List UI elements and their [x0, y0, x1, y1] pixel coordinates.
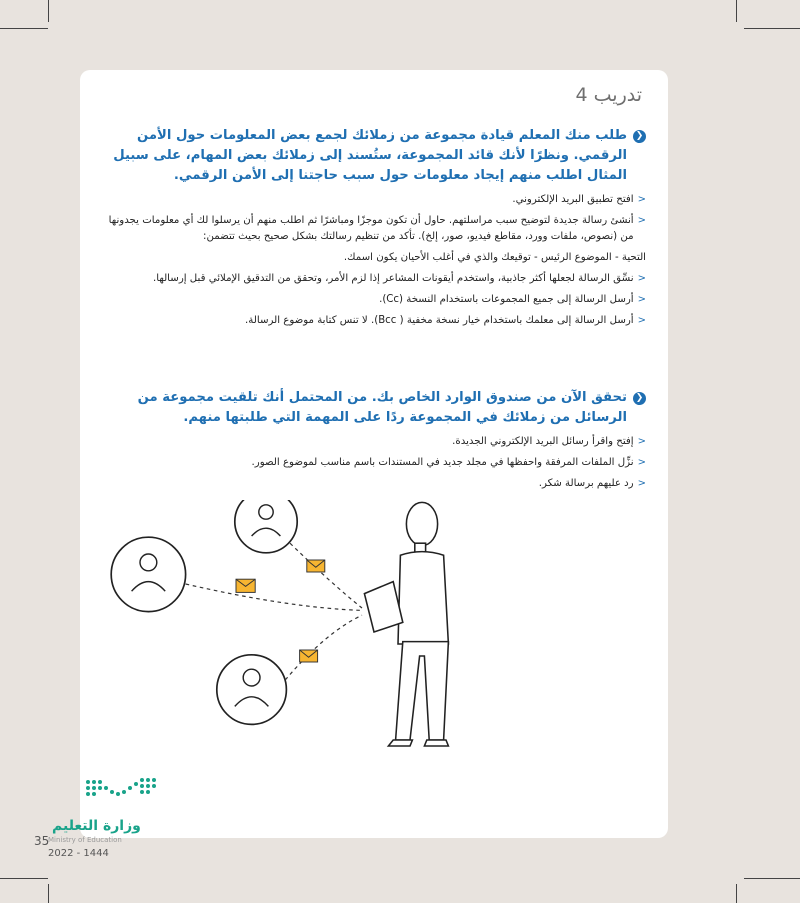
- task-heading-row: [98, 388, 646, 428]
- crop-mark: [736, 0, 737, 22]
- list-item: < رد عليهم برسالة شكر.: [98, 476, 646, 492]
- list-item: < افتح تطبيق البريد الإلكتروني.: [98, 192, 646, 208]
- task-heading: طلب منك المعلم قيادة مجموعة من زملائك لجمع بعض المعلومات حول الأمن الرقمي. ونظرًا لأنك قائد المجموعة، ستُسند إلى زملائك بعض المهام، على سبيل المثال اطلب منهم إيجاد معلومات حول سبب حاجتنا إلى الأمن الرقمي.: [113, 128, 627, 183]
- edition-year: 2022 - 1444: [48, 848, 109, 859]
- crop-mark: [48, 884, 49, 903]
- greeting-structure-text: التحية - الموضوع الرئيس - توقيعك والذي في أغلب الأحيان يكون اسمك.: [343, 252, 646, 263]
- crop-mark: [0, 28, 48, 29]
- person-with-tablet-figure: [364, 502, 448, 746]
- arrow-icon: <: [637, 478, 646, 489]
- contact-avatar-icon: [217, 655, 287, 725]
- envelope-icon: [236, 579, 255, 592]
- list-item: < نزِّل الملفات المرفقة واحفظها في مجلد جديد في المستندات باسم مناسب لموضوع الصور.: [98, 455, 646, 471]
- crop-mark: [744, 28, 800, 29]
- crop-mark: [736, 884, 737, 903]
- ministry-name-ar: وزارة التعليم: [52, 818, 141, 834]
- list-item: < أرسل الرسالة إلى جميع المجموعات باستخدام النسخة (Cc).: [98, 292, 646, 308]
- list-item: < إفتح واقرأ رسائل البريد الإلكتروني الجديدة.: [98, 434, 646, 450]
- arrow-icon: <: [637, 436, 646, 447]
- email-illustration: [110, 500, 670, 800]
- exercise-card: [80, 70, 668, 838]
- task-heading: تحقق الآن من صندوق الوارد الخاص بك. من المحتمل أنك تلقيت مجموعة من الرسائل من زملائك في المجموعة ردًا على المهمة التي طلبتها منهم.: [137, 390, 627, 425]
- arrow-icon: <: [637, 315, 646, 326]
- ministry-name-en: Ministry of Education: [48, 836, 122, 844]
- chevron-bullet-icon: ❮: [633, 392, 646, 405]
- list-item: < أرسل الرسالة إلى معلمك باستخدام خيار نسخة مخفية ( Bcc). لا تنس كتابة موضوع الرسالة.: [98, 313, 646, 329]
- arrow-icon: <: [637, 194, 646, 205]
- envelope-icon: [300, 650, 318, 662]
- dashed-connector: [186, 584, 362, 610]
- dashed-connector: [290, 543, 362, 608]
- list-item: < أنشئ رسالة جديدة لتوضيح سبب مراسلتهم. حاول أن تكون موجزًا ومباشرًا ثم اطلب منهم أن يرسلوا لك أي معلومات يجدونها من (نصوص، ملفات وورد، مقاطع فيديو، صور، إلخ). تأكد من تنظيم رسالتك بشكل صحيح بحيث تتضمن:: [98, 213, 646, 245]
- logo-dots-icon: [80, 770, 170, 810]
- arrow-icon: <: [637, 457, 646, 468]
- page-number: 35: [34, 834, 50, 848]
- task-heading-row: [98, 126, 646, 186]
- crop-mark: [744, 878, 800, 879]
- crop-mark: [0, 878, 48, 879]
- exercise-title: تدريب 4: [575, 84, 642, 106]
- task-section-2: [98, 388, 646, 497]
- chevron-bullet-icon: ❮: [633, 130, 646, 143]
- contact-avatar-icon: [235, 500, 297, 553]
- crop-mark: [48, 0, 49, 22]
- contact-avatar-icon: [111, 537, 185, 611]
- arrow-icon: <: [637, 215, 646, 226]
- arrow-icon: <: [637, 273, 646, 284]
- list-item: < نسِّق الرسالة لجعلها أكثر جاذبية، واستخدم أيقونات المشاعر إذا لزم الأمر، وتحقق من التدقيق الإملائي قبل إرسالها.: [98, 271, 646, 287]
- task-section-1: [98, 126, 646, 334]
- arrow-icon: <: [637, 294, 646, 305]
- dashed-connector: [285, 615, 362, 680]
- envelope-icon: [307, 560, 325, 572]
